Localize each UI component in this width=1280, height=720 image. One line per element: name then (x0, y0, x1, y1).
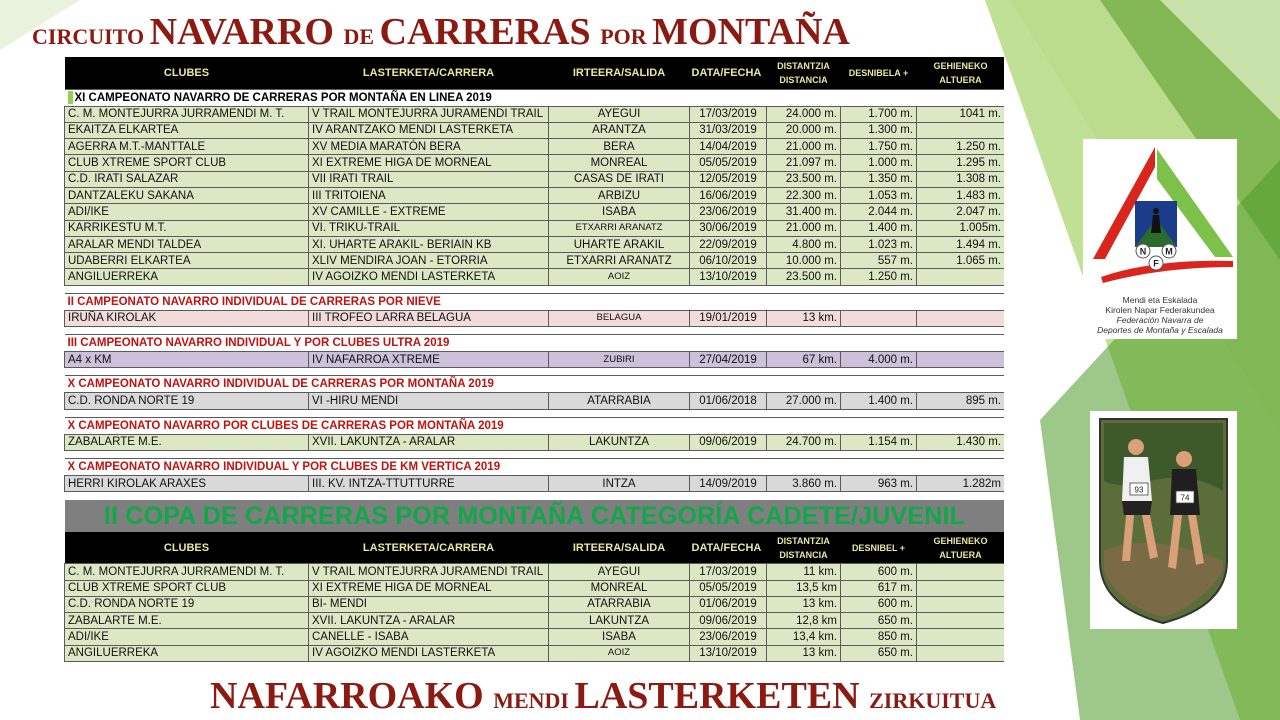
table-row (65, 139, 1005, 155)
cell-distancia: 10.000 m. (767, 253, 841, 269)
cell-fecha: 30/06/2019 (690, 220, 767, 236)
cell-fecha: 19/01/2019 (690, 310, 767, 326)
cell-salida: INTZA (549, 475, 690, 491)
cell-altura (917, 629, 1005, 645)
cell-desnivel: 2.044 m. (841, 204, 917, 220)
cell-desnivel: 850 m. (841, 629, 917, 645)
title-word: NAFARROAKO (210, 675, 494, 717)
cell-club: C. M. MONTEJURRA JURRAMENDI M. T. (65, 564, 309, 580)
cell-salida: LAKUNTZA (549, 434, 690, 450)
spacer-row (65, 450, 1005, 458)
cell-altura: 2.047 m. (917, 204, 1005, 220)
logo-line-3: Federación Navarra de (1116, 315, 1204, 325)
cell-salida: AOIZ (549, 269, 690, 285)
cell-carrera: XVII. LAKUNTZA - ARALAR (309, 434, 549, 450)
header-desnivel: DESNIBELA + (841, 57, 917, 89)
cell-distancia: 31.400 m. (767, 204, 841, 220)
cell-club: IRUÑA KIROLAK (65, 310, 309, 326)
logo-line-2: Kirolen Napar Federakundea (1105, 305, 1215, 315)
cell-salida: MONREAL (549, 580, 690, 596)
cell-fecha: 06/10/2019 (690, 253, 767, 269)
cell-distancia: 20.000 m. (767, 122, 841, 138)
header-fecha: DATA/FECHA (690, 532, 767, 564)
cell-fecha: 05/05/2019 (690, 580, 767, 596)
table-row (65, 106, 1005, 122)
cell-carrera: IV ARANTZAKO MENDI LASTERKETA (309, 122, 549, 138)
header-altura: GEHIENEKO ALTUERA (917, 532, 1005, 564)
section-title-cell (65, 293, 1005, 310)
race-bib-number: 93 (1134, 485, 1144, 495)
header-clubes: CLUBES (65, 57, 309, 89)
cell-desnivel: 600 m. (841, 596, 917, 612)
spacer-cell (65, 492, 1005, 500)
cell-altura (917, 613, 1005, 629)
cell-club: ANGILUERREKA (65, 645, 309, 661)
table-row (65, 187, 1005, 203)
section-marker (68, 91, 73, 104)
cell-salida: UHARTE ARAKIL (549, 236, 690, 252)
spacer-row (65, 327, 1005, 335)
table-row (65, 645, 1005, 661)
cell-club: ADI/IKE (65, 204, 309, 220)
title-word: MENDI (493, 688, 575, 713)
cell-salida: ZUBIRI (549, 352, 690, 368)
cell-distancia: 22.300 m. (767, 187, 841, 203)
cell-fecha: 01/06/2018 (690, 393, 767, 409)
table-row (65, 434, 1005, 450)
cell-carrera: XVII. LAKUNTZA - ARALAR (309, 613, 549, 629)
cell-distancia: 21.097 m. (767, 155, 841, 171)
cell-distancia: 13 km. (767, 310, 841, 326)
section-header (65, 458, 1005, 475)
header-fecha: DATA/FECHA (690, 57, 767, 89)
cell-club: AGERRA M.T.-MANTTALE (65, 139, 309, 155)
cell-distancia: 11 km. (767, 564, 841, 580)
cell-fecha: 23/06/2019 (690, 629, 767, 645)
header-distancia: DISTANTZIA DISTANCIA (767, 57, 841, 89)
cell-distancia: 24.700 m. (767, 434, 841, 450)
cell-club: EKAITZA ELKARTEA (65, 122, 309, 138)
cell-altura (917, 645, 1005, 661)
table-header (65, 57, 1005, 89)
header-clubes: CLUBES (65, 532, 309, 564)
cell-desnivel: 1.300 m. (841, 122, 917, 138)
table-row (65, 580, 1005, 596)
section-header (65, 293, 1005, 310)
cell-salida: ISABA (549, 629, 690, 645)
cell-carrera: IV AGOIZKO MENDI LASTERKETA (309, 269, 549, 285)
spacer-row (65, 285, 1005, 293)
section-title-cell (65, 458, 1005, 475)
cell-altura: 1.430 m. (917, 434, 1005, 450)
cell-carrera: III. KV. INTZA-TTUTTURRE (309, 475, 549, 491)
cell-carrera: CANELLE - ISABA (309, 629, 549, 645)
cell-desnivel: 4.000 m. (841, 352, 917, 368)
copa-title-row (65, 500, 1005, 532)
cell-distancia: 13 km. (767, 596, 841, 612)
cell-salida: ETXARRI ARANATZ (549, 253, 690, 269)
cell-salida: ATARRABIA (549, 393, 690, 409)
cell-distancia: 67 km. (767, 352, 841, 368)
cell-altura: 1.065 m. (917, 253, 1005, 269)
cell-desnivel: 1.400 m. (841, 393, 917, 409)
federation-emblem-icon (1083, 139, 1237, 289)
title-word: MONTAÑA (652, 11, 850, 53)
cell-salida: AYEGUI (549, 106, 690, 122)
table-row (65, 204, 1005, 220)
table-row (65, 564, 1005, 580)
cell-carrera: XI EXTREME HIGA DE MORNEAL (309, 580, 549, 596)
cell-salida: AYEGUI (549, 564, 690, 580)
race-bib-number: 74 (1180, 493, 1190, 503)
cell-fecha: 12/05/2019 (690, 171, 767, 187)
cell-distancia: 27.000 m. (767, 393, 841, 409)
header-desnivel: DESNIBEL + (841, 532, 917, 564)
cell-altura: 1.250 m. (917, 139, 1005, 155)
cell-club: ZABALARTE M.E. (65, 434, 309, 450)
spacer-row (65, 492, 1005, 500)
cell-fecha: 01/06/2019 (690, 596, 767, 612)
table-row (65, 310, 1005, 326)
title-word: POR (600, 24, 653, 49)
table-row (65, 352, 1005, 368)
runners-photo (1090, 411, 1237, 629)
races-table-panel (64, 57, 1004, 667)
cell-club: UDABERRI ELKARTEA (65, 253, 309, 269)
cell-carrera: XI. UHARTE ARAKIL- BERIAIN KB (309, 236, 549, 252)
cell-altura (917, 580, 1005, 596)
section-title-cell (65, 417, 1005, 434)
cell-desnivel: 600 m. (841, 564, 917, 580)
table-row (65, 171, 1005, 187)
cell-club: CLUB XTREME SPORT CLUB (65, 155, 309, 171)
cell-carrera: VI. TRIKU-TRAIL (309, 220, 549, 236)
cell-desnivel: 1.053 m. (841, 187, 917, 203)
cell-salida: CASAS DE IRATI (549, 171, 690, 187)
cell-altura (917, 310, 1005, 326)
cell-altura: 1.308 m. (917, 171, 1005, 187)
cell-salida: ISABA (549, 204, 690, 220)
logo-letter: F (1153, 258, 1159, 269)
cell-desnivel: 963 m. (841, 475, 917, 491)
cell-club: KARRIKESTU M.T. (65, 220, 309, 236)
cell-carrera: III TRITOIENA (309, 187, 549, 203)
title-word: NAVARRO (149, 11, 344, 53)
table-row (65, 122, 1005, 138)
section-title: III CAMPEONATO NAVARRO INDIVIDUAL Y POR CLUBES ULTRA 2019 (67, 337, 450, 350)
cell-distancia: 4.800 m. (767, 236, 841, 252)
cell-desnivel: 557 m. (841, 253, 917, 269)
cell-fecha: 13/10/2019 (690, 269, 767, 285)
cell-desnivel: 1.400 m. (841, 220, 917, 236)
cell-altura: 1.282m (917, 475, 1005, 491)
cell-altura (917, 352, 1005, 368)
cell-carrera: V TRAIL MONTEJURRA JURAMENDI TRAIL (309, 564, 549, 580)
spacer-cell (65, 285, 1005, 293)
logo-line-1: Mendi eta Eskalada (1122, 295, 1198, 305)
cell-desnivel: 617 m. (841, 580, 917, 596)
cell-fecha: 31/03/2019 (690, 122, 767, 138)
page-title (32, 10, 932, 54)
table-row (65, 596, 1005, 612)
section-title-cell (65, 89, 1005, 106)
table-row (65, 220, 1005, 236)
cell-distancia: 23.500 m. (767, 269, 841, 285)
table-row (65, 629, 1005, 645)
section-header (65, 89, 1005, 106)
title-word: ZIRKUITUA (869, 688, 997, 713)
section-header (65, 335, 1005, 352)
page-subtitle (210, 674, 1070, 718)
title-word: CIRCUITO (32, 24, 150, 49)
runners-shield-image (1090, 411, 1237, 629)
cell-desnivel: 1.154 m. (841, 434, 917, 450)
header-carrera: LASTERKETA/CARRERA (309, 532, 549, 564)
cell-fecha: 17/03/2019 (690, 564, 767, 580)
cell-fecha: 16/06/2019 (690, 187, 767, 203)
cell-carrera: IV NAFARROA XTREME (309, 352, 549, 368)
cell-desnivel: 650 m. (841, 645, 917, 661)
cell-desnivel: 1.000 m. (841, 155, 917, 171)
header-altura: GEHIENEKO ALTUERA (917, 57, 1005, 89)
cell-altura: 1.483 m. (917, 187, 1005, 203)
cell-club: ZABALARTE M.E. (65, 613, 309, 629)
logo-letter: N (1139, 246, 1147, 257)
table-header-copa (65, 532, 1005, 564)
cell-club: CLUB XTREME SPORT CLUB (65, 580, 309, 596)
cell-altura: 1.494 m. (917, 236, 1005, 252)
copa-title: II COPA DE CARRERAS POR MONTAÑA CATEGORÍA CADETE/JUVENIL (65, 500, 1005, 532)
cell-club: C. M. MONTEJURRA JURRAMENDI M. T. (65, 106, 309, 122)
cell-salida: ARBIZU (549, 187, 690, 203)
section-header (65, 376, 1005, 393)
cell-desnivel: 1.350 m. (841, 171, 917, 187)
cell-club: C.D. RONDA NORTE 19 (65, 393, 309, 409)
section-title: II CAMPEONATO NAVARRO INDIVIDUAL DE CARRERAS POR NIEVE (67, 295, 441, 308)
cell-altura (917, 122, 1005, 138)
spacer-cell (65, 450, 1005, 458)
cell-altura (917, 596, 1005, 612)
cell-fecha: 17/03/2019 (690, 106, 767, 122)
cell-club: HERRI KIROLAK ARAXES (65, 475, 309, 491)
cell-carrera: V TRAIL MONTEJURRA JURAMENDI TRAIL (309, 106, 549, 122)
cell-distancia: 13,4 km. (767, 629, 841, 645)
cell-distancia: 13 km. (767, 645, 841, 661)
table-row (65, 155, 1005, 171)
cell-fecha: 23/06/2019 (690, 204, 767, 220)
cell-carrera: XV MEDIA MARATÓN BERA (309, 139, 549, 155)
header-salida: IRTEERA/SALIDA (549, 57, 690, 89)
cell-club: ADI/IKE (65, 629, 309, 645)
cell-altura: 895 m. (917, 393, 1005, 409)
table-row (65, 613, 1005, 629)
table-row (65, 236, 1005, 252)
spacer-row (65, 368, 1005, 376)
logo-line-4: Deportes de Montaña y Escalada (1097, 325, 1223, 335)
cell-carrera: XV CAMILLE - EXTREME (309, 204, 549, 220)
cell-desnivel: 1.023 m. (841, 236, 917, 252)
cell-carrera: XLIV MENDIRA JOAN - ETORRIA (309, 253, 549, 269)
cell-fecha: 09/06/2019 (690, 434, 767, 450)
cell-altura: 1.295 m. (917, 155, 1005, 171)
title-word: LASTERKETEN (574, 675, 870, 717)
cell-salida: BERA (549, 139, 690, 155)
cell-fecha: 27/04/2019 (690, 352, 767, 368)
cell-desnivel (841, 310, 917, 326)
cell-fecha: 13/10/2019 (690, 645, 767, 661)
cell-club: DANTZALEKU SAKANA (65, 187, 309, 203)
spacer-row (65, 409, 1005, 417)
header-salida: IRTEERA/SALIDA (549, 532, 690, 564)
section-title: X CAMPEONATO NAVARRO INDIVIDUAL Y POR CLUBES DE KM VERTICA 2019 (67, 460, 501, 473)
cell-fecha: 22/09/2019 (690, 236, 767, 252)
section-title-cell (65, 376, 1005, 393)
spacer-cell (65, 327, 1005, 335)
cell-desnivel: 1.700 m. (841, 106, 917, 122)
cell-distancia: 21.000 m. (767, 220, 841, 236)
cell-distancia: 13,5 km (767, 580, 841, 596)
cell-distancia: 24.000 m. (767, 106, 841, 122)
federation-logo (1083, 139, 1237, 339)
cell-distancia: 21.000 m. (767, 139, 841, 155)
logo-letter: M (1165, 246, 1173, 257)
cell-altura (917, 269, 1005, 285)
races-table (64, 57, 1004, 662)
cell-carrera: III TROFEO LARRA BELAGUA (309, 310, 549, 326)
header-distancia: DISTANTZIA DISTANCIA (767, 532, 841, 564)
cell-fecha: 14/09/2019 (690, 475, 767, 491)
cell-carrera: VI -HIRU MENDI (309, 393, 549, 409)
table-row (65, 475, 1005, 491)
spacer-cell (65, 409, 1005, 417)
cell-distancia: 23.500 m. (767, 171, 841, 187)
cell-salida: ARANTZA (549, 122, 690, 138)
cell-altura: 1.005m. (917, 220, 1005, 236)
cell-carrera: XI EXTREME HIGA DE MORNEAL (309, 155, 549, 171)
table-row (65, 393, 1005, 409)
spacer-cell (65, 368, 1005, 376)
cell-distancia: 3.860 m. (767, 475, 841, 491)
table-row (65, 269, 1005, 285)
cell-fecha: 05/05/2019 (690, 155, 767, 171)
title-word: DE (343, 24, 380, 49)
cell-club: ANGILUERREKA (65, 269, 309, 285)
cell-salida: BELAGUA (549, 310, 690, 326)
title-word: CARRERAS (379, 11, 601, 53)
section-header (65, 417, 1005, 434)
cell-club: A4 x KM (65, 352, 309, 368)
section-title-cell (65, 335, 1005, 352)
cell-club: C.D. IRATI SALAZAR (65, 171, 309, 187)
cell-altura (917, 564, 1005, 580)
cell-club: C.D. RONDA NORTE 19 (65, 596, 309, 612)
cell-salida: LAKUNTZA (549, 613, 690, 629)
cell-salida: ATARRABIA (549, 596, 690, 612)
cell-carrera: BI- MENDI (309, 596, 549, 612)
cell-salida: MONREAL (549, 155, 690, 171)
section-title: XI CAMPEONATO NAVARRO DE CARRERAS POR MONTAÑA EN LINEA 2019 (74, 91, 492, 104)
cell-carrera: VII IRATI TRAIL (309, 171, 549, 187)
cell-salida: AOIZ (549, 645, 690, 661)
cell-salida: ETXARRI ARANATZ (549, 220, 690, 236)
table-row (65, 253, 1005, 269)
cell-desnivel: 650 m. (841, 613, 917, 629)
section-title: X CAMPEONATO NAVARRO POR CLUBES DE CARRERAS POR MONTAÑA 2019 (67, 419, 504, 432)
cell-desnivel: 1.250 m. (841, 269, 917, 285)
header-carrera: LASTERKETA/CARRERA (309, 57, 549, 89)
section-title: X CAMPEONATO NAVARRO INDIVIDUAL DE CARRERAS POR MONTAÑA 2019 (67, 378, 494, 391)
cell-fecha: 14/04/2019 (690, 139, 767, 155)
cell-fecha: 09/06/2019 (690, 613, 767, 629)
cell-carrera: IV AGOIZKO MENDI LASTERKETA (309, 645, 549, 661)
cell-distancia: 12,8 km (767, 613, 841, 629)
cell-altura: 1041 m. (917, 106, 1005, 122)
cell-club: ARALAR MENDI TALDEA (65, 236, 309, 252)
cell-desnivel: 1.750 m. (841, 139, 917, 155)
